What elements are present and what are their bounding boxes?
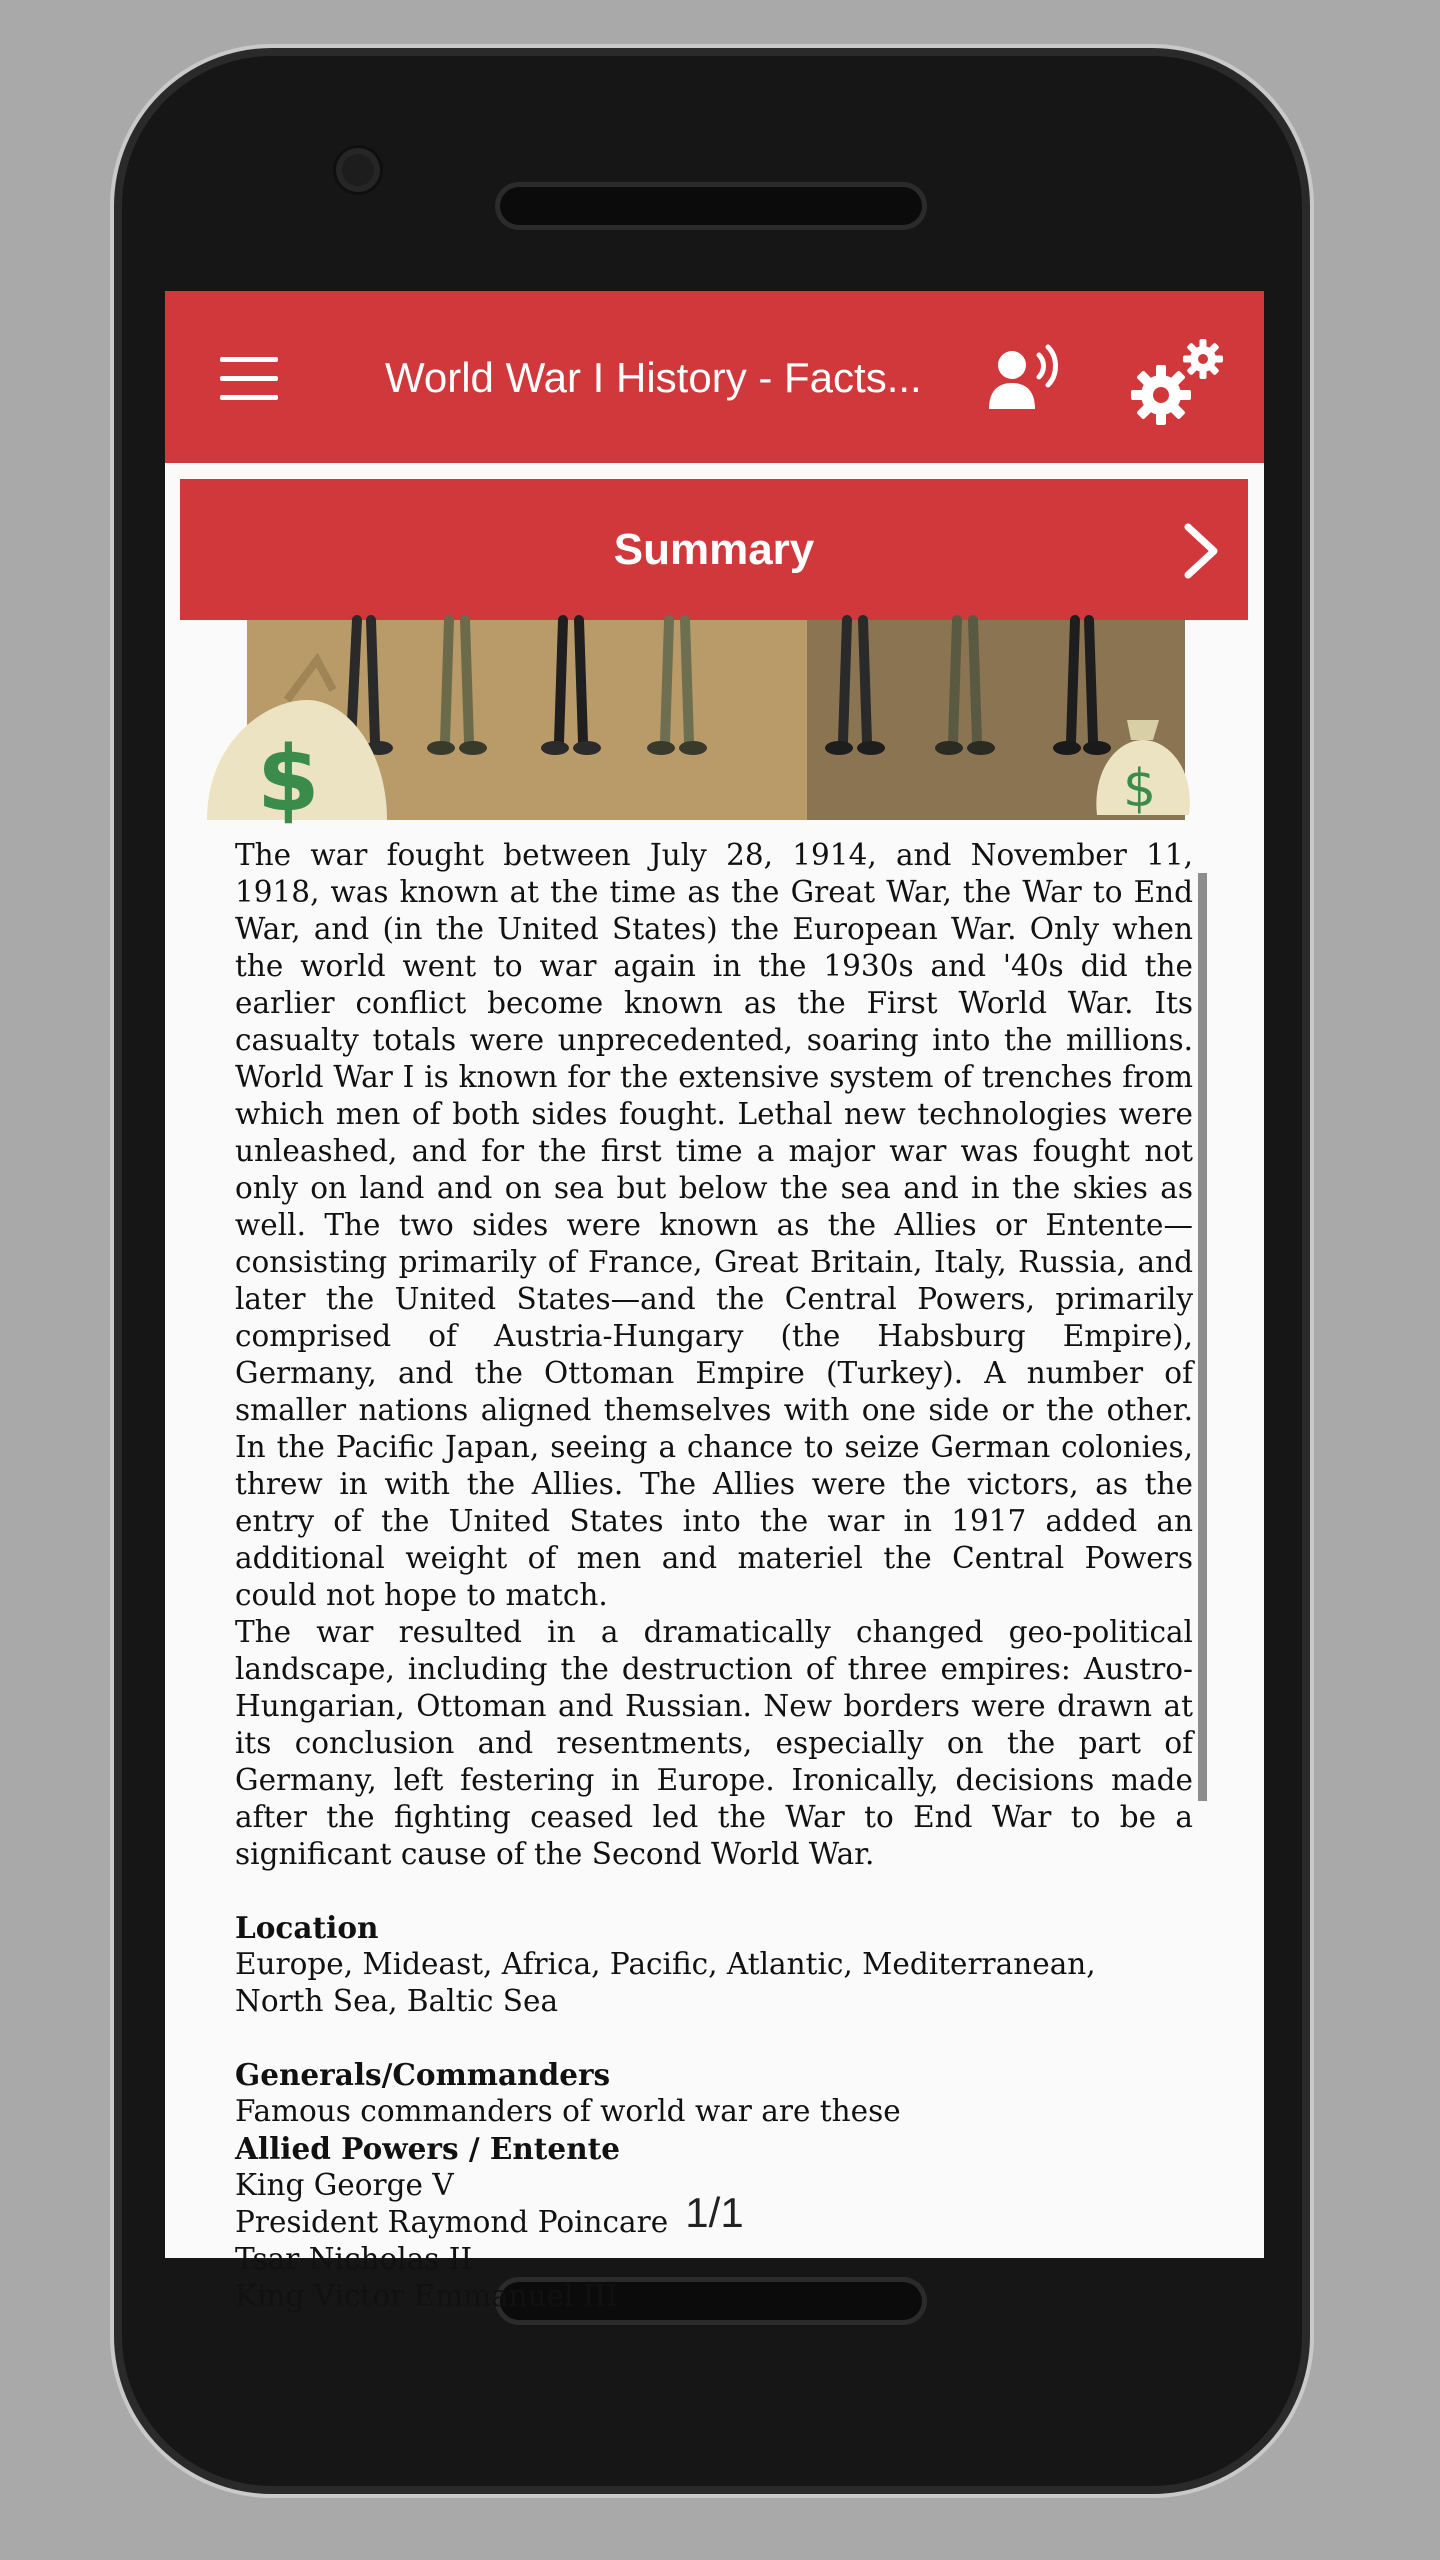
page-indicator: 1/1 bbox=[685, 2189, 744, 2236]
commander-item: King Victor Emmanuel III bbox=[235, 2279, 618, 2313]
banner-illustration bbox=[247, 620, 1185, 832]
summary-label: Summary bbox=[613, 525, 815, 574]
commander-item: Tsar Nicholas II bbox=[235, 2242, 473, 2276]
earpiece-speaker bbox=[500, 187, 922, 225]
article-paragraph-1: The war fought between July 28, 1914, and November 11, 1918, was known at the time as the Great War, the War to End War, and (in the United States) the European War. Only when the world went to war again in the 1930s and '40s did the earlier conflict become known as the First World War. Its casualty totals were unprecedented, soaring into the millions. World War I is known for the extensive system of trenches from which men of both sides fought. Lethal new technologies were unleashed, and for the first time a major war was fought not only on land and on sea but below the sea and in the skies as well. The two sides were known as the Allies or Entente—consisting primarily of France, Great Britain, Italy, Russia, and later the United States—and the Central Powers, primarily comprised of Austria-Hungary (the Habsburg Empire), Germany, and the Ottoman Empire (Turkey). A number of smaller nations aligned themselves with one side or the other. In the Pacific Japan, seeing a chance to seize German colonies, threw in with the Allies. The Allies were the victors, as the entry of the United States into the war in 1917 added an additional weight of men and materiel the Central Powers could not hope to match. bbox=[235, 838, 1193, 1612]
summary-button[interactable] bbox=[180, 479, 1248, 620]
chevron-right-icon bbox=[1176, 523, 1226, 579]
hamburger-menu-icon bbox=[220, 357, 278, 362]
soldiers-money-illustration bbox=[247, 620, 1185, 832]
commander-item: President Raymond Poincare bbox=[235, 2205, 669, 2239]
commander-item: King George V bbox=[235, 2168, 454, 2202]
toolbar-title: World War I History - Facts... bbox=[385, 354, 922, 401]
allied-powers-title: Allied Powers / Entente bbox=[235, 2131, 621, 2166]
menu-button[interactable] bbox=[220, 357, 278, 401]
settings-button[interactable] bbox=[1125, 327, 1235, 437]
commanders-intro: Famous commanders of world war are these bbox=[235, 2094, 901, 2128]
location-text: Europe, Mideast, Africa, Pacific, Atlantic, Mediterranean, North Sea, Baltic Sea bbox=[235, 1947, 1096, 2018]
voice-speaker-icon bbox=[985, 341, 1065, 413]
scrollbar[interactable] bbox=[1198, 873, 1207, 1801]
location-title: Location bbox=[235, 1910, 379, 1945]
article-paragraph-2: The war resulted in a dramatically changed geo-political landscape, including the destruction of three empires: Austro-Hungarian, Ottoman and Russian. New borders were drawn at its conclusion and resentments, especially on the part of Germany, left festering in Europe. Ironically, decisions made after the fighting ceased led the War to End War to be a significant cause of the Second World War. bbox=[235, 1615, 1193, 1871]
gears-icon bbox=[1125, 327, 1235, 437]
commanders-title: Generals/Commanders bbox=[235, 2057, 611, 2092]
app-screen bbox=[165, 291, 1264, 2313]
svg-text:$: $ bbox=[257, 727, 320, 832]
article-content bbox=[235, 837, 1193, 2315]
voice-button[interactable] bbox=[985, 341, 1065, 413]
toolbar bbox=[165, 291, 1264, 463]
svg-text:$: $ bbox=[1123, 759, 1157, 819]
camera bbox=[336, 148, 380, 192]
